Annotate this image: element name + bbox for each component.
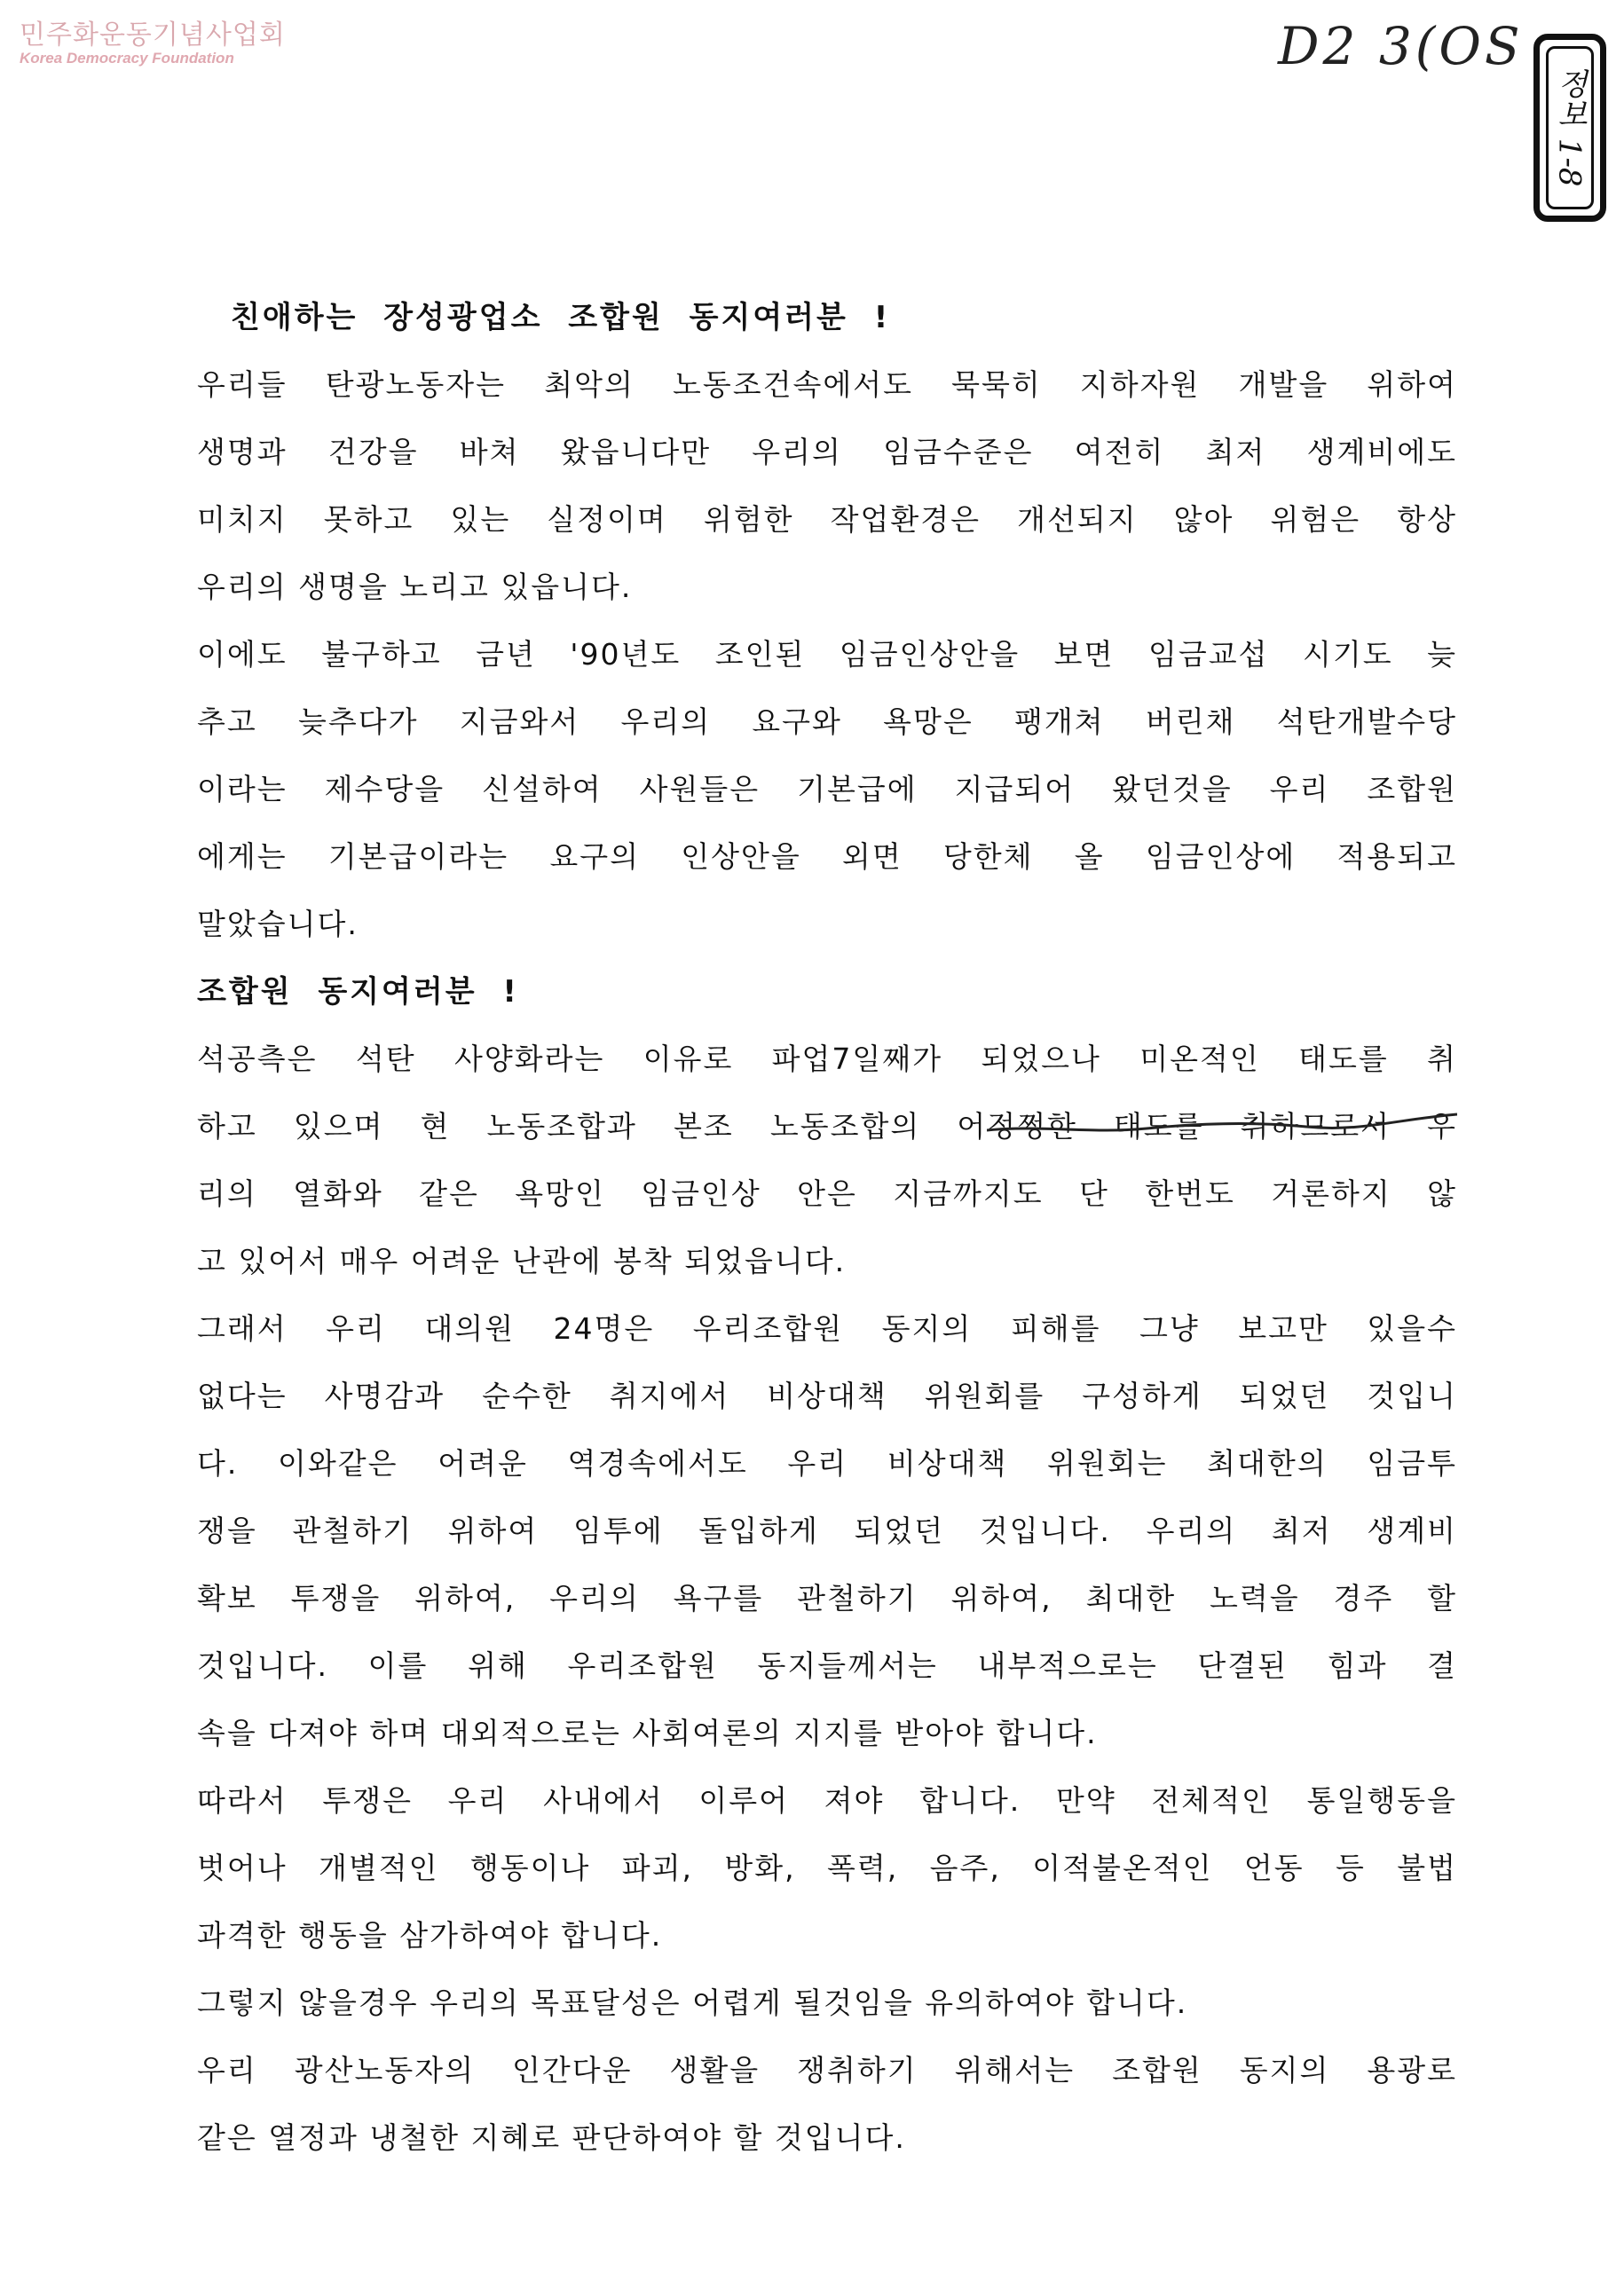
archive-stamp <box>1533 34 1606 222</box>
text-line: 없다는 사명감과 순수한 취지에서 비상대책 위원회를 구성하게 되었던 것입니 <box>197 1379 1457 1413</box>
text-line: 그렇지 않을경우 우리의 목표달성은 어렵게 될것임을 유의하여야 합니다. <box>197 1985 1188 2020</box>
watermark-english: Korea Democracy Foundation <box>20 50 234 67</box>
text-line: 과격한 행동을 삼가하여야 합니다. <box>197 1918 663 1953</box>
text-line: 같은 열정과 냉철한 지혜로 판단하여야 할 것입니다. <box>197 2120 906 2155</box>
text-line: 우리 광산노동자의 인간다운 생활을 쟁취하기 위해서는 조합원 동지의 용광로 <box>197 2053 1457 2088</box>
text-line: 미치지 못하고 있는 실정이며 위험한 작업환경은 개선되지 않아 위험은 항상 <box>197 502 1457 537</box>
handwritten-archive-number: D2 3(OS <box>1278 16 1524 76</box>
text-line: 생명과 건강을 바쳐 왔읍니다만 우리의 임금수준은 여전히 최저 생계비에도 <box>197 435 1457 469</box>
text-line: 우리들 탄광노동자는 최악의 노동조건속에서도 묵묵히 지하자원 개발을 위하여 <box>197 367 1457 402</box>
paragraph <box>197 2037 1457 2172</box>
text-line: 석공측은 석탄 사양화라는 이유로 파업7일째가 되었으나 미온적인 태도를 취 <box>197 1042 1457 1076</box>
text-line: 말았습니다. <box>197 907 359 941</box>
text-line: 우리의 생명을 노리고 있읍니다. <box>197 570 633 604</box>
text-line: 쟁을 관철하기 위하여 임투에 돌입하게 되었던 것입니다. 우리의 최저 생계비 <box>197 1514 1457 1548</box>
handwritten-strikethrough <box>987 1095 1457 1160</box>
text-line: 벗어나 개별적인 행동이나 파괴, 방화, 폭력, 음주, 이적불온적인 언동 등 불법 <box>197 1851 1457 1885</box>
text-line: 고 있어서 매우 어려운 난관에 봉착 되었읍니다. <box>197 1244 847 1278</box>
text-line: 이에도 불구하고 금년 '90년도 조인된 임금인상안을 보면 임금교섭 시기도 늦 <box>197 637 1457 672</box>
text-line: 에게는 기본급이라는 요구의 인상안을 외면 당한체 올 임금인상에 적용되고 <box>197 839 1457 874</box>
watermark <box>20 12 286 67</box>
paragraph <box>197 351 1457 621</box>
archive-stamp-inner <box>1546 46 1594 209</box>
letter-salutation: 친애하는 장성광업소 조합원 동지여러분 ! <box>231 300 891 335</box>
document-body <box>197 284 1457 2172</box>
text-line: 속을 다져야 하며 대외적으로는 사회여론의 지지를 받아야 합니다. <box>197 1716 1098 1750</box>
text-line: 하고 있으며 현 노동조합과 본조 노동조합의 어정쩡한 태도를 취하므로서 우 <box>197 1093 1457 1160</box>
text-line: 따라서 투쟁은 우리 사내에서 이루어 져야 합니다. 만약 전체적인 통일행동을 <box>197 1783 1457 1818</box>
text-line: 그래서 우리 대의원 24명은 우리조합원 동지의 피해를 그냥 보고만 있을수 <box>197 1311 1457 1346</box>
paragraph <box>197 1767 1457 1970</box>
text-line: 것입니다. 이를 위해 우리조합원 동지들께서는 내부적으로는 단결된 힘과 결 <box>197 1648 1457 1683</box>
text-line: 확보 투쟁을 위하여, 우리의 욕구를 관철하기 위하여, 최대한 노력을 경주 할 <box>197 1581 1457 1616</box>
text-line: 다. 이와같은 어려운 역경속에서도 우리 비상대책 위원회는 최대한의 임금투 <box>197 1446 1457 1481</box>
paragraph <box>197 621 1457 958</box>
paragraph <box>197 1026 1457 1295</box>
archive-stamp-text: 정보 1-8 <box>1551 68 1588 187</box>
text-line: 추고 늦추다가 지금와서 우리의 요구와 욕망은 팽개쳐 버린채 석탄개발수당 <box>197 704 1457 739</box>
paragraph <box>197 1295 1457 1767</box>
text-line: 이라는 제수당을 신설하여 사원들은 기본급에 지급되어 왔던것을 우리 조합원 <box>197 772 1457 806</box>
paragraph <box>197 1970 1457 2037</box>
text-line: 리의 열화와 같은 욕망인 임금인상 안은 지금까지도 단 한번도 거론하지 않 <box>197 1176 1457 1211</box>
section-heading: 조합원 동지여러분 ! <box>197 974 519 1010</box>
watermark-korean: 민주화운동기념사업회 <box>20 20 286 51</box>
